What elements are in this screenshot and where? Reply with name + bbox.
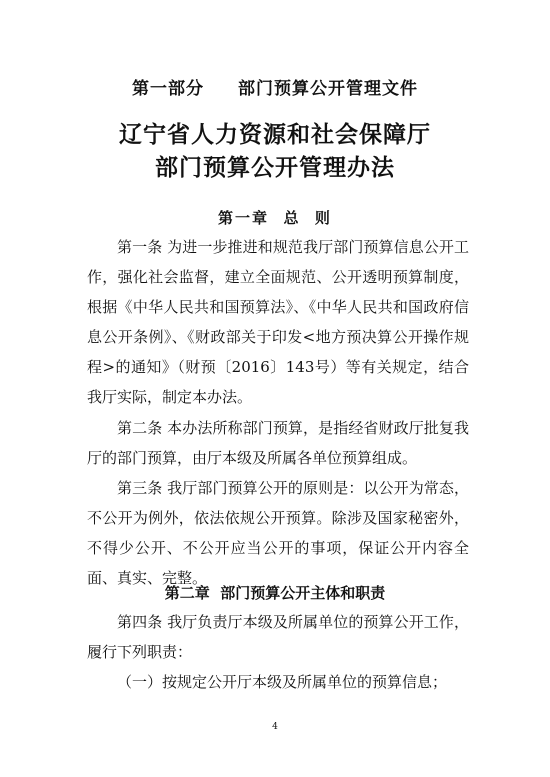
article-3: 第三条 我厅部门预算公开的原则是：以公开为常态，不公开为例外，依法依规公开预算。除涉及国家秘密外，不得少公开、不公开应当公开的事项，保证公开内容全面、真实、完整。	[87, 479, 469, 587]
article-4: 第四条 我厅负责厅本级及所属单位的预算公开工作，履行下列职责：	[87, 613, 469, 661]
document-title	[0, 118, 550, 184]
document-title-line2: 部门预算公开管理办法	[155, 154, 395, 181]
part-heading	[0, 74, 550, 99]
page-number: 4	[272, 722, 278, 732]
part-label: 第一部分	[132, 79, 204, 99]
part-title: 部门预算公开管理文件	[238, 79, 418, 99]
article-2: 第二条 本办法所称部门预算，是指经省财政厅批复我厅的部门预算，由厅本级及所属各单位预算组成。	[87, 419, 469, 467]
document-title-line1: 辽宁省人力资源和社会保障厅	[119, 121, 431, 148]
chapter-2-heading: 第二章 部门预算公开主体和职责	[164, 584, 386, 602]
article-1: 第一条 为进一步推进和规范我厅部门预算信息公开工作，强化社会监督，建立全面规范、公开透明预算制度，根据《中华人民共和国预算法》、《中华人民共和国政府信息公开条例》、《财政部关于印发<地方预决算公开操作规程>的通知》（财预〔2016〕143号）等有关规定，结合我厅实际，制定本办法。	[87, 238, 469, 406]
article-4-item-1: （一）按规定公开厅本级及所属单位的预算信息；	[117, 673, 448, 691]
chapter-1-heading: 第一章 总 则	[218, 209, 332, 227]
